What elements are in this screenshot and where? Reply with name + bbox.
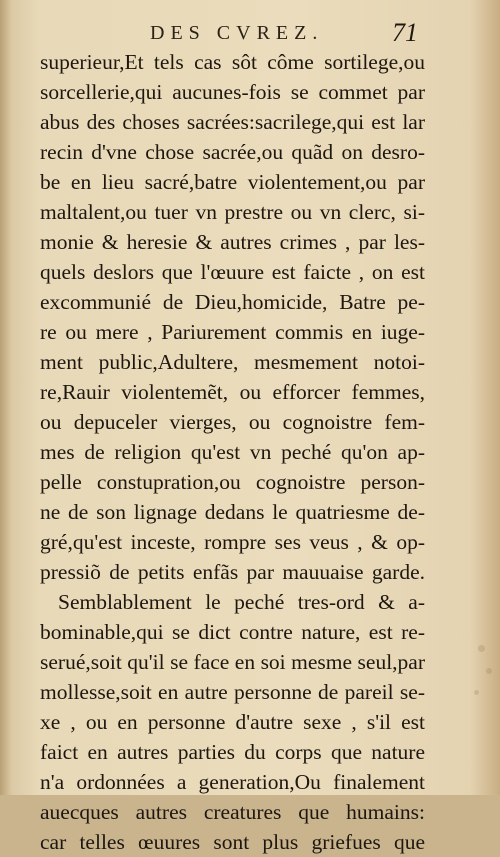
text-line: ou depuceler vierges, ou cognoistre fem- — [40, 410, 425, 434]
text-line: recin d'vne chose sacrée,ou quãd on desro- — [40, 140, 425, 164]
text-line: n'a ordonnées a generation,Ou finalement — [40, 770, 425, 794]
text-line: re ou mere , Pariurement commis en iuge- — [40, 320, 425, 344]
text-line: monie & heresie & autres crimes , par les- — [40, 230, 425, 254]
text-line: faict en autres parties du corps que nature — [40, 740, 425, 764]
paper-stain — [486, 668, 492, 674]
text-line: pelle constupration,ou cognoistre person- — [40, 470, 425, 494]
text-line: mollesse,soit en autre personne de pareil se- — [40, 680, 425, 704]
text-line: ment public,Adultere, mesmement notoi- — [40, 350, 425, 374]
text-line: quels deslors que l'œuure est faicte , on est — [40, 260, 425, 284]
text-line: pressiõ de petits enfãs par mauuaise garde. — [40, 560, 425, 584]
paragraph-first-line: Semblablement le peché tres-ord & a- — [58, 590, 425, 614]
text-line: sorcellerie,qui aucunes-fois se commet par — [40, 80, 425, 104]
text-line: be en lieu sacré,batre violentement,ou par — [40, 170, 425, 194]
text-line: ne de son lignage dedans le quatriesme de- — [40, 500, 425, 524]
text-line: gré,qu'est inceste, rompre ses veus , & op- — [40, 530, 425, 554]
paper-stain — [474, 690, 479, 695]
text-line: mes de religion qu'est vn peché qu'on ap- — [40, 440, 425, 464]
text-line: superieur,Et tels cas sôt côme sortilege,ou — [40, 50, 425, 74]
text-line: excommunié de Dieu,homicide, Batre pe- — [40, 290, 425, 314]
text-line: auecques autres creatures que humains: — [40, 800, 425, 824]
running-title: DES CVREZ. — [150, 22, 324, 44]
page-header — [0, 18, 500, 50]
text-line: abus des choses sacrées:sacrilege,qui est lar — [40, 110, 425, 134]
text-line: maltalent,ou tuer vn prestre ou vn clerc, si- — [40, 200, 425, 224]
text-line: serué,soit qu'il se face en soi mesme seul,par — [40, 650, 425, 674]
text-line: re,Rauir violentemẽt, ou efforcer femmes, — [40, 380, 425, 404]
text-line: xe , ou en personne d'autre sexe , s'il est — [40, 710, 425, 734]
paper-stain — [478, 645, 485, 652]
text-line: bominable,qui se dict contre nature, est re- — [40, 620, 425, 644]
page-number: 71 — [392, 18, 418, 47]
text-line: car telles œuures sont plus griefues que — [40, 830, 425, 854]
